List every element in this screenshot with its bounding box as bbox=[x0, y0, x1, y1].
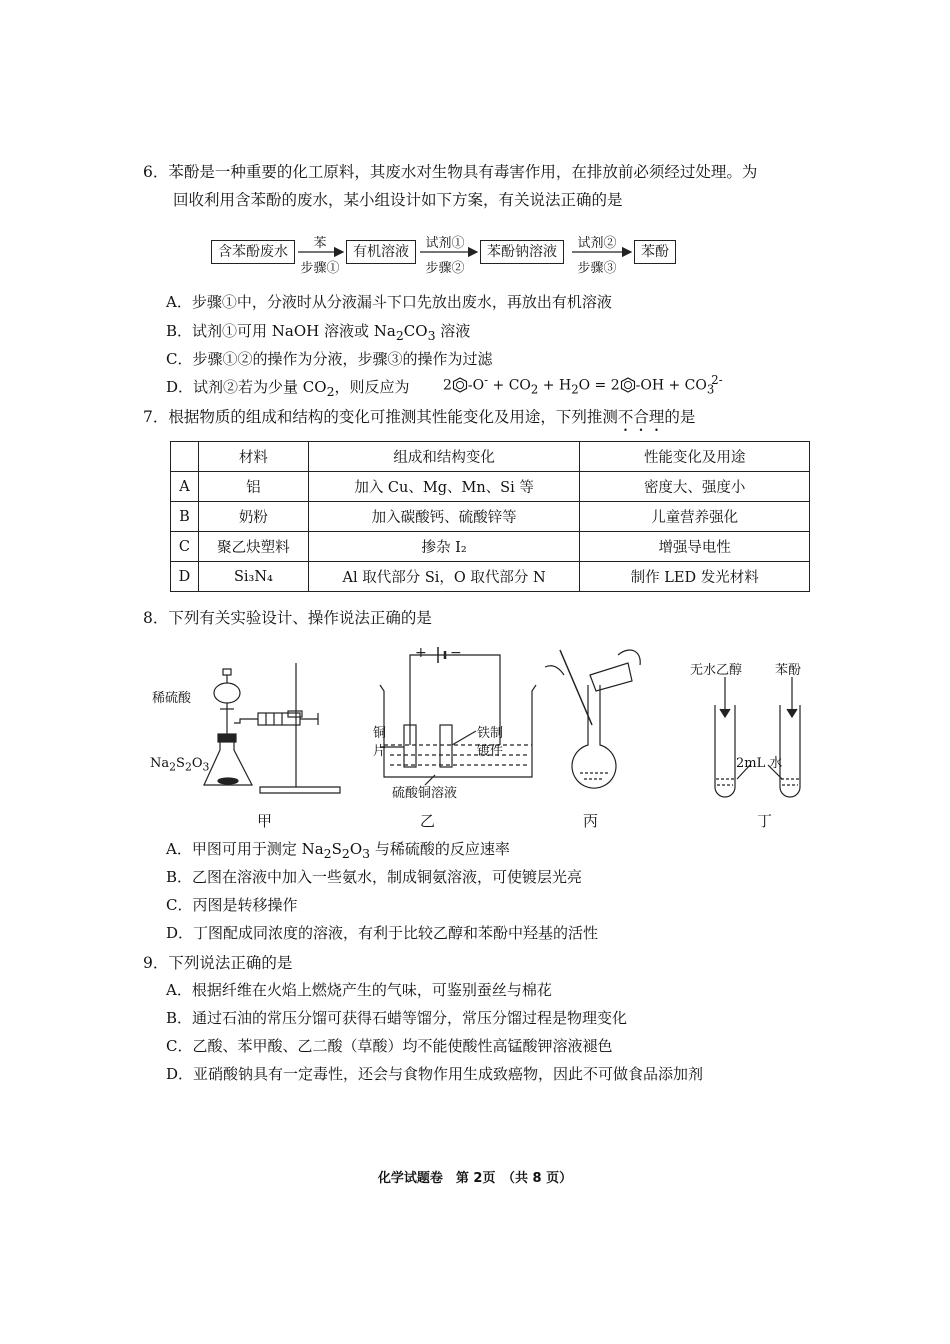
table-cell: Al 取代部分 Si，O 取代部分 N bbox=[308, 562, 580, 592]
label-2ml-water: 2mL 水 bbox=[736, 756, 783, 771]
flow-arrows bbox=[0, 0, 950, 300]
figure-bing-apparatus bbox=[545, 650, 640, 788]
benzene-ring-icon bbox=[620, 377, 636, 393]
flow-arrow1-bottom: 步骤① bbox=[300, 261, 340, 276]
table-header-cell bbox=[171, 442, 199, 472]
q9-stem: 9．下列说法正确的是 bbox=[143, 954, 293, 972]
label-sodium-thiosulfate: $Na_2S_2O_3$ bbox=[150, 756, 210, 774]
table-row bbox=[171, 472, 810, 502]
figure-ding-apparatus bbox=[715, 677, 800, 797]
q9-option-a: A．根据纤维在火焰上燃烧产生的气味，可鉴别蚕丝与棉花 bbox=[166, 981, 552, 999]
table-cell: 加入 Cu、Mg、Mn、Si 等 bbox=[308, 472, 580, 502]
q9-option-d: D．亚硝酸钠具有一定毒性，还会与食物作用生成致癌物，因此不可做食品添加剂 bbox=[166, 1065, 704, 1083]
label-copper-1: 铜 bbox=[373, 726, 387, 741]
q8-stem: 8．下列有关实验设计、操作说法正确的是 bbox=[143, 609, 432, 627]
label-iron-2: 镀件 bbox=[477, 744, 504, 759]
table-cell: 铝 bbox=[198, 472, 308, 502]
figure-yi-apparatus bbox=[380, 645, 536, 785]
label-copper-2: 片 bbox=[373, 744, 387, 759]
q6-option-b: B．试剂①可用 NaOH 溶液或 $Na_2CO_3$ 溶液 bbox=[166, 322, 471, 343]
q8-option-d: D．丁图配成同浓度的溶液，有利于比较乙醇和苯酚中羟基的活性 bbox=[166, 924, 599, 942]
table-cell: C bbox=[171, 532, 199, 562]
q6-stem-line2: 回收利用含苯酚的废水，某小组设计如下方案，有关说法正确的是 bbox=[173, 191, 623, 209]
label-copper-sulfate-solution: 硫酸铜溶液 bbox=[392, 786, 458, 801]
table-header-row bbox=[171, 442, 810, 472]
q6-option-a: A．步骤①中，分液时从分液漏斗下口先放出废水，再放出有机溶液 bbox=[166, 293, 612, 311]
flow-box-phenol: 苯酚 bbox=[634, 240, 676, 264]
flow-arrow3-bottom: 步骤③ bbox=[577, 261, 617, 276]
caption-bing: 丙 bbox=[583, 812, 599, 830]
q6-option-c: C．步骤①②的操作为分液，步骤③的操作为过滤 bbox=[166, 350, 493, 368]
table-header-cell: 组成和结构变化 bbox=[308, 442, 580, 472]
page-footer: 化学试题卷 第 2页 （共 8 页） bbox=[377, 1171, 573, 1186]
q9-option-b: B．通过石油的常压分馏可获得石蜡等馏分，常压分馏过程是物理变化 bbox=[166, 1009, 628, 1027]
q6-stem-line1: 6．苯酚是一种重要的化工原料，其废水对生物具有毒害作用，在排放前必须经过处理。为 bbox=[143, 163, 758, 181]
q8-option-a: A．甲图可用于测定 $Na_2S_2O_3$ 与稀硫酸的反应速率 bbox=[166, 840, 510, 861]
flow-box-organic: 有机溶液 bbox=[346, 240, 416, 264]
table-row bbox=[171, 502, 810, 532]
table-cell: 加入碳酸钙、硫酸锌等 bbox=[308, 502, 580, 532]
label-anhydrous-ethanol: 无水乙醇 bbox=[690, 663, 743, 678]
flow-arrow1-top: 苯 bbox=[313, 236, 327, 251]
caption-yi: 乙 bbox=[420, 812, 436, 830]
benzene-ring-icon bbox=[452, 377, 468, 393]
flow-box-waste: 含苯酚废水 bbox=[211, 240, 295, 264]
table-cell: 制作 LED 发光材料 bbox=[580, 562, 810, 592]
label-dilute-sulfuric-acid: 稀硫酸 bbox=[152, 691, 192, 706]
flow-arrow2-bottom: 步骤② bbox=[425, 261, 465, 276]
svg-text:−: − bbox=[450, 645, 462, 661]
q6-equation: 2 $-O^- + CO_2 + H_2O = 2$ $-OH + CO_3^{2-}$ bbox=[443, 373, 723, 397]
flow-arrow3-top: 试剂② bbox=[577, 236, 617, 251]
table-cell: 奶粉 bbox=[198, 502, 308, 532]
label-phenol: 苯酚 bbox=[775, 663, 802, 678]
table-cell: B bbox=[171, 502, 199, 532]
q7-stem: 7．根据物质的组成和结构的变化可推测其性能变化及用途，下列推测不合理的是 bbox=[143, 408, 696, 426]
flow-box-phenoxide: 苯酚钠溶液 bbox=[480, 240, 564, 264]
table-cell: A bbox=[171, 472, 199, 502]
svg-text:+: + bbox=[415, 645, 427, 661]
q8-option-b: B．乙图在溶液中加入一些氨水，制成铜氨溶液，可使镀层光亮 bbox=[166, 868, 583, 886]
flow-arrow2-top: 试剂① bbox=[425, 236, 465, 251]
table-header-cell: 性能变化及用途 bbox=[580, 442, 810, 472]
table-row bbox=[171, 562, 810, 592]
figure-jia-apparatus bbox=[204, 663, 340, 793]
q7-table bbox=[170, 441, 810, 592]
table-cell: 儿童营养强化 bbox=[580, 502, 810, 532]
caption-ding: 丁 bbox=[757, 812, 773, 830]
table-cell: 聚乙炔塑料 bbox=[198, 532, 308, 562]
table-header-cell: 材料 bbox=[198, 442, 308, 472]
label-iron-1: 铁制 bbox=[477, 726, 504, 741]
q9-option-c: C．乙酸、苯甲酸、乙二酸（草酸）均不能使酸性高锰酸钾溶液褪色 bbox=[166, 1037, 613, 1055]
table-cell: 增强导电性 bbox=[580, 532, 810, 562]
q6-option-d: D．试剂②若为少量 $CO_2$，则反应为 bbox=[166, 378, 410, 399]
table-row bbox=[171, 532, 810, 562]
table-cell: 掺杂 I₂ bbox=[308, 532, 580, 562]
table-cell: 密度大、强度小 bbox=[580, 472, 810, 502]
caption-jia: 甲 bbox=[257, 812, 273, 830]
q8-option-c: C．丙图是转移操作 bbox=[166, 896, 298, 914]
table-cell: Si₃N₄ bbox=[198, 562, 308, 592]
table-cell: D bbox=[171, 562, 199, 592]
